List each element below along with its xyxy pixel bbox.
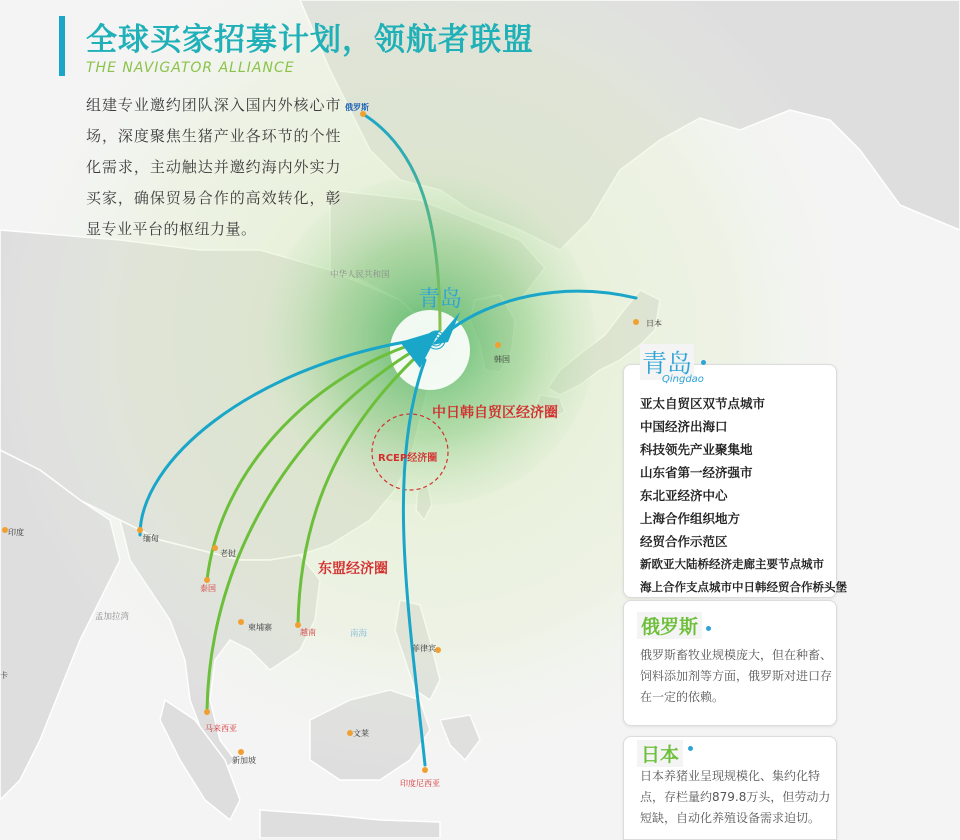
russia-card-title: 俄罗斯: [637, 612, 702, 639]
city-label-myanmar: 缅甸: [143, 534, 159, 543]
zone-label-asean: 东盟经济圈: [318, 561, 388, 577]
title-accent-bar: [59, 16, 65, 76]
city-label-japan: 日本: [646, 319, 662, 328]
qingdao-feature-item: 中国经济出海口: [640, 419, 728, 434]
city-label-laos: 老挝: [220, 549, 236, 558]
qingdao-feature-item: 亚太自贸区双节点城市: [640, 396, 766, 411]
qingdao-card-title-en: Qingdao: [662, 374, 704, 385]
sea-label-bangladesh: 孟加拉湾: [95, 612, 130, 622]
city-label-brunei: 文莱: [353, 729, 369, 738]
dot-korea: [495, 342, 501, 348]
city-label-thailand: 泰国: [200, 584, 216, 593]
city-label-korea: 韩国: [494, 355, 510, 364]
zone-label-china-japan-korea: 中日韩自贸区经济圈: [432, 405, 558, 421]
qingdao-feature-item: 新欧亚大陆桥经济走廊主要节点城市: [640, 557, 824, 571]
russia-title-dot: [706, 626, 711, 631]
intro-paragraph: 组建专业邀约团队深入国内外核心市场，深度聚焦生猪产业各环节的个性化需求，主动触达并邀约海内外实力买家，确保贸易合作的高效转化，彰显专业平台的枢纽力量。: [86, 96, 341, 238]
qingdao-feature-item: 山东省第一经济强市: [640, 465, 753, 480]
city-label-cambodia: 柬埔寨: [248, 623, 272, 632]
qingdao-feature-item: 科技领先产业聚集地: [640, 442, 753, 457]
qingdao-feature-item: 经贸合作示范区: [640, 534, 728, 549]
qingdao-feature-item: 海上合作支点城市中日韩经贸合作桥头堡: [640, 580, 847, 594]
page-title: 全球买家招募计划，领航者联盟: [86, 22, 534, 58]
japan-card-title: 日本: [637, 740, 683, 767]
dot-indonesia: [422, 767, 428, 773]
city-label-russia: 俄罗斯: [345, 103, 369, 112]
japan-title-dot: [688, 746, 693, 751]
edge-label: 卡: [0, 671, 8, 680]
qingdao-feature-item: 上海合作组织地方: [640, 511, 741, 526]
dot-cambodia: [238, 619, 244, 625]
dot-laos: [212, 545, 218, 551]
city-label-philippines: 菲律宾: [412, 644, 436, 653]
qingdao-card-title: 青岛: [640, 344, 694, 380]
zone-label-rcep: RCEP经济圈: [378, 453, 438, 464]
city-label-vietnam: 越南: [300, 628, 316, 637]
russia-card-text: 俄罗斯畜牧业规模庞大，但在种畜、饲料添加剂等方面，俄罗斯对进口存在一定的依赖。: [640, 648, 833, 704]
city-label-india: 印度: [8, 528, 24, 537]
qingdao-title-dot: [701, 360, 706, 365]
qingdao-feature-item: 东北亚经济中心: [640, 488, 728, 503]
city-label-indonesia: 印度尼西亚: [400, 779, 440, 788]
japan-card-text: 日本养猪业呈现规模化、集约化特点，存栏量约879.8万头，但劳动力短缺，自动化养殖设备需求迫切。: [640, 769, 831, 825]
map-label-qingdao: 青岛: [418, 287, 463, 312]
dot-malaysia: [204, 709, 210, 715]
page-subtitle: THE NAVIGATOR ALLIANCE: [86, 60, 295, 76]
city-label-singapore: 新加坡: [232, 756, 256, 765]
sea-label-south-sea: 南海: [350, 629, 368, 639]
land-java: [260, 810, 440, 838]
circle-hub: [390, 310, 470, 390]
dot-japan: [633, 319, 639, 325]
city-label-malaysia: 马来西亚: [205, 724, 237, 733]
country-label-china: 中华人民共和国: [330, 270, 390, 280]
qingdao-feature-list: [640, 392, 847, 599]
